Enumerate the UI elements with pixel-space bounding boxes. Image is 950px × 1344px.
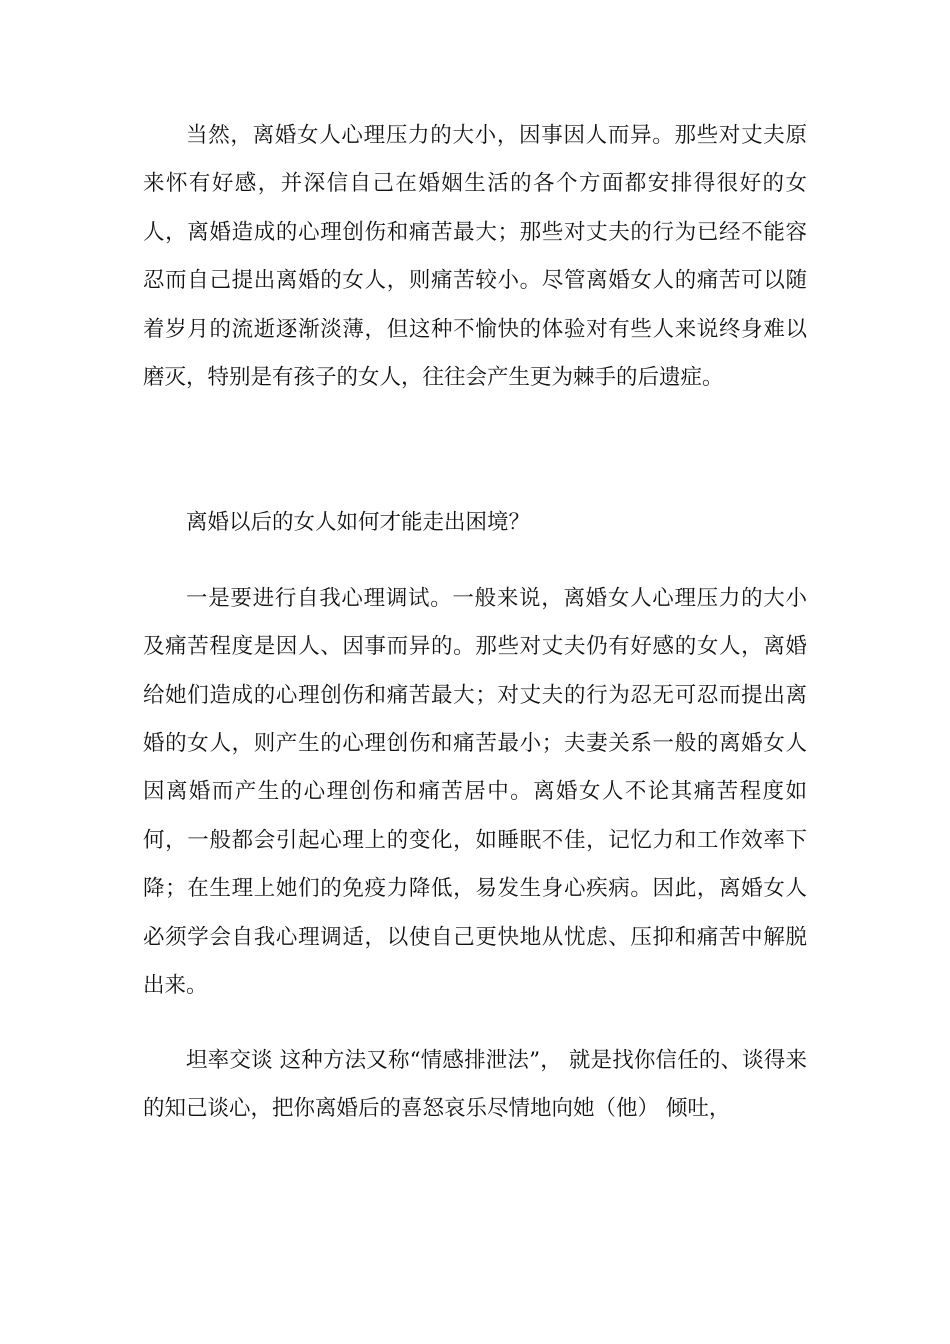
document-page	[143, 112, 807, 1133]
paragraph-frank-talk: 坦率交谈 这种方法又称“情感排泄法”， 就是找你信任的、谈得来的知己谈心，把你离婚后的喜怒哀乐尽情地向她（他） 倾吐，	[143, 1047, 807, 1121]
section-question: 离婚以后的女人如何才能走出困境？	[186, 510, 531, 536]
paragraph-self-adjustment: 一是要进行自我心理调试。一般来说，离婚女人心理压力的大小及痛苦程度是因人、因事而异的。那些对丈夫仍有好感的女人，离婚给她们造成的心理创伤和痛苦最大；对丈夫的行为忍无可忍而提出离婚的女人，则产生的心理创伤和痛苦最小；夫妻关系一般的离婚女人因离婚而产生的心理创伤和痛苦居中。离婚女人不论其痛苦程度如何，一般都会引起心理上的变化，如睡眠不佳，记忆力和工作效率下降；在生理上她们的免疫力降低，易发生身心疾病。因此，离婚女人必须学会自我心理调适，以使自己更快地从忧虑、压抑和痛苦中解脱出来。	[143, 585, 807, 999]
paragraph-intro: 当然，离婚女人心理压力的大小，因事因人而异。那些对丈夫原来怀有好感，并深信自己在婚姻生活的各个方面都安排得很好的女人，离婚造成的心理创伤和痛苦最大；那些对丈夫的行为已经不能容忍而自己提出离婚的女人，则痛苦较小。尽管离婚女人的痛苦可以随着岁月的流逝逐渐淡薄，但这种不愉快的体验对有些人来说终身难以磨灭，特别是有孩子的女人，往往会产生更为棘手的后遗症。	[143, 123, 807, 391]
